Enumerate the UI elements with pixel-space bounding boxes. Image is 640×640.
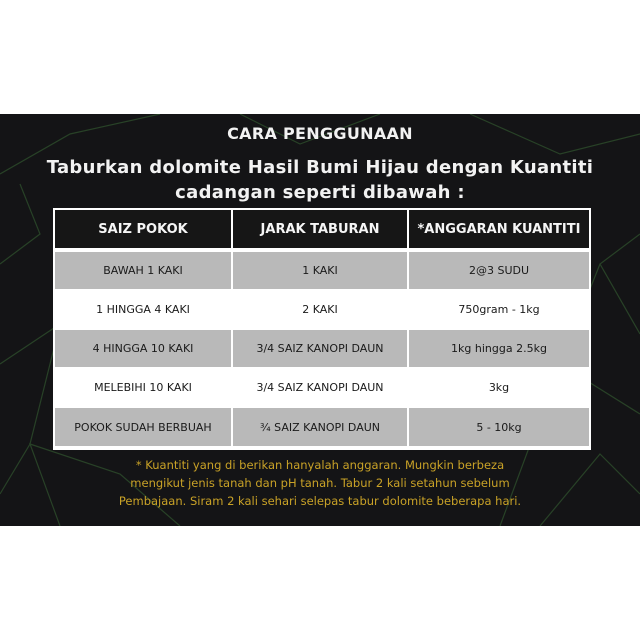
- instruction-panel: [0, 114, 640, 526]
- table-cell-anggaran-kuantiti: 1kg hingga 2.5kg: [409, 330, 589, 367]
- footnote-line-3: Pembajaan. Siram 2 kali sehari selepas tabur dolomite beberapa hari.: [118, 494, 522, 508]
- column-header-saiz-pokok: SAIZ POKOK: [55, 210, 231, 248]
- table-cell-jarak-taburan: 3/4 SAIZ KANOPI DAUN: [233, 369, 407, 406]
- table-cell-anggaran-kuantiti: 750gram - 1kg: [409, 291, 589, 328]
- table-cell-jarak-taburan: 3/4 SAIZ KANOPI DAUN: [233, 330, 407, 367]
- page-title: CARA PENGGUNAAN: [227, 124, 413, 143]
- column-header-jarak-taburan: JARAK TABURAN: [233, 210, 407, 248]
- column-header-anggaran-kuantiti: *ANGGARAN KUANTITI: [409, 210, 589, 248]
- table-cell-saiz-pokok: BAWAH 1 KAKI: [55, 252, 231, 289]
- table-cell-saiz-pokok: 1 HINGGA 4 KAKI: [55, 291, 231, 328]
- table-cell-saiz-pokok: 4 HINGGA 10 KAKI: [55, 330, 231, 367]
- table-cell-jarak-taburan: ¾ SAIZ KANOPI DAUN: [233, 408, 407, 446]
- table-cell-anggaran-kuantiti: 2@3 SUDU: [409, 252, 589, 289]
- footnote-line-2: mengikut jenis tanah dan pH tanah. Tabur 2 kali setahun sebelum: [130, 476, 510, 490]
- table-cell-saiz-pokok: MELEBIHI 10 KAKI: [55, 369, 231, 406]
- table-cell-jarak-taburan: 2 KAKI: [233, 291, 407, 328]
- instruction-line-2: cadangan seperti dibawah :: [175, 182, 465, 203]
- table-cell-saiz-pokok: POKOK SUDAH BERBUAH: [55, 408, 231, 446]
- table-cell-anggaran-kuantiti: 5 - 10kg: [409, 408, 589, 446]
- table-cell-anggaran-kuantiti: 3kg: [409, 369, 589, 406]
- footnote: [0, 456, 640, 510]
- footnote-line-1: * Kuantiti yang di berikan hanyalah anggaran. Mungkin berbeza: [135, 458, 505, 472]
- instruction-line-1: Taburkan dolomite Hasil Bumi Hijau dengan Kuantiti: [46, 157, 594, 178]
- dosage-table: [53, 208, 591, 450]
- table-cell-jarak-taburan: 1 KAKI: [233, 252, 407, 289]
